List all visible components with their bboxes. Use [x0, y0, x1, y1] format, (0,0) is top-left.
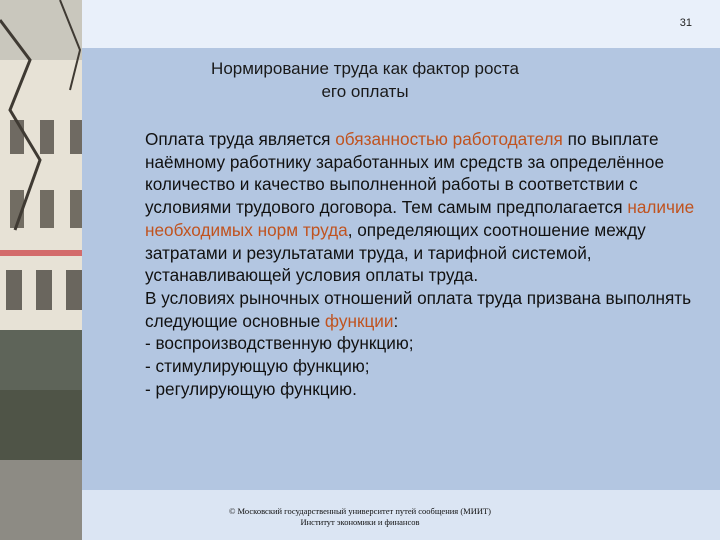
paragraph-1-text-c: , определяющих соотношение между затратами и результатами труда, и тарифной системой, устанавливающей условия оплаты труда. — [145, 219, 646, 286]
list-item: - стимулирующую функцию; — [145, 356, 370, 377]
paragraph-1-text-a: Оплата труда является — [145, 129, 336, 149]
paragraph-2-text-a: В условиях рыночных отношений оплата труда призвана выполнять следующие основные — [145, 287, 692, 331]
title-line-1: Нормирование труда как фактор роста — [211, 59, 519, 78]
list-item: - воспроизводственную функцию; — [145, 333, 414, 354]
highlight-labor-norms: наличие необходимых норм труда — [145, 197, 695, 240]
paragraph-2-text-b: : — [393, 310, 399, 331]
paragraph-2 — [117, 287, 702, 332]
slide-title — [175, 57, 555, 103]
footer — [160, 506, 560, 528]
slide-body — [117, 128, 702, 400]
paragraph-1-text-b: по выплате наёмному работнику заработанных им средств за определённое количество и качество выполненной работы в соответствии с условиями трудового договора. Тем самым предполагается — [145, 129, 665, 218]
list-item: - регулирующую функцию. — [145, 378, 357, 399]
footer-institute: Институт экономики и финансов — [300, 517, 420, 527]
highlight-employer-duty: обязанностью работодателя — [335, 129, 563, 149]
header-band — [82, 0, 720, 48]
title-line-2: его оплаты — [321, 82, 409, 101]
paragraph-1 — [117, 128, 702, 287]
page-number: 31 — [679, 17, 692, 29]
highlight-functions: функции — [324, 310, 394, 331]
footer-copyright: © Московский государственный университет путей сообщения (МИИТ) — [228, 506, 492, 516]
